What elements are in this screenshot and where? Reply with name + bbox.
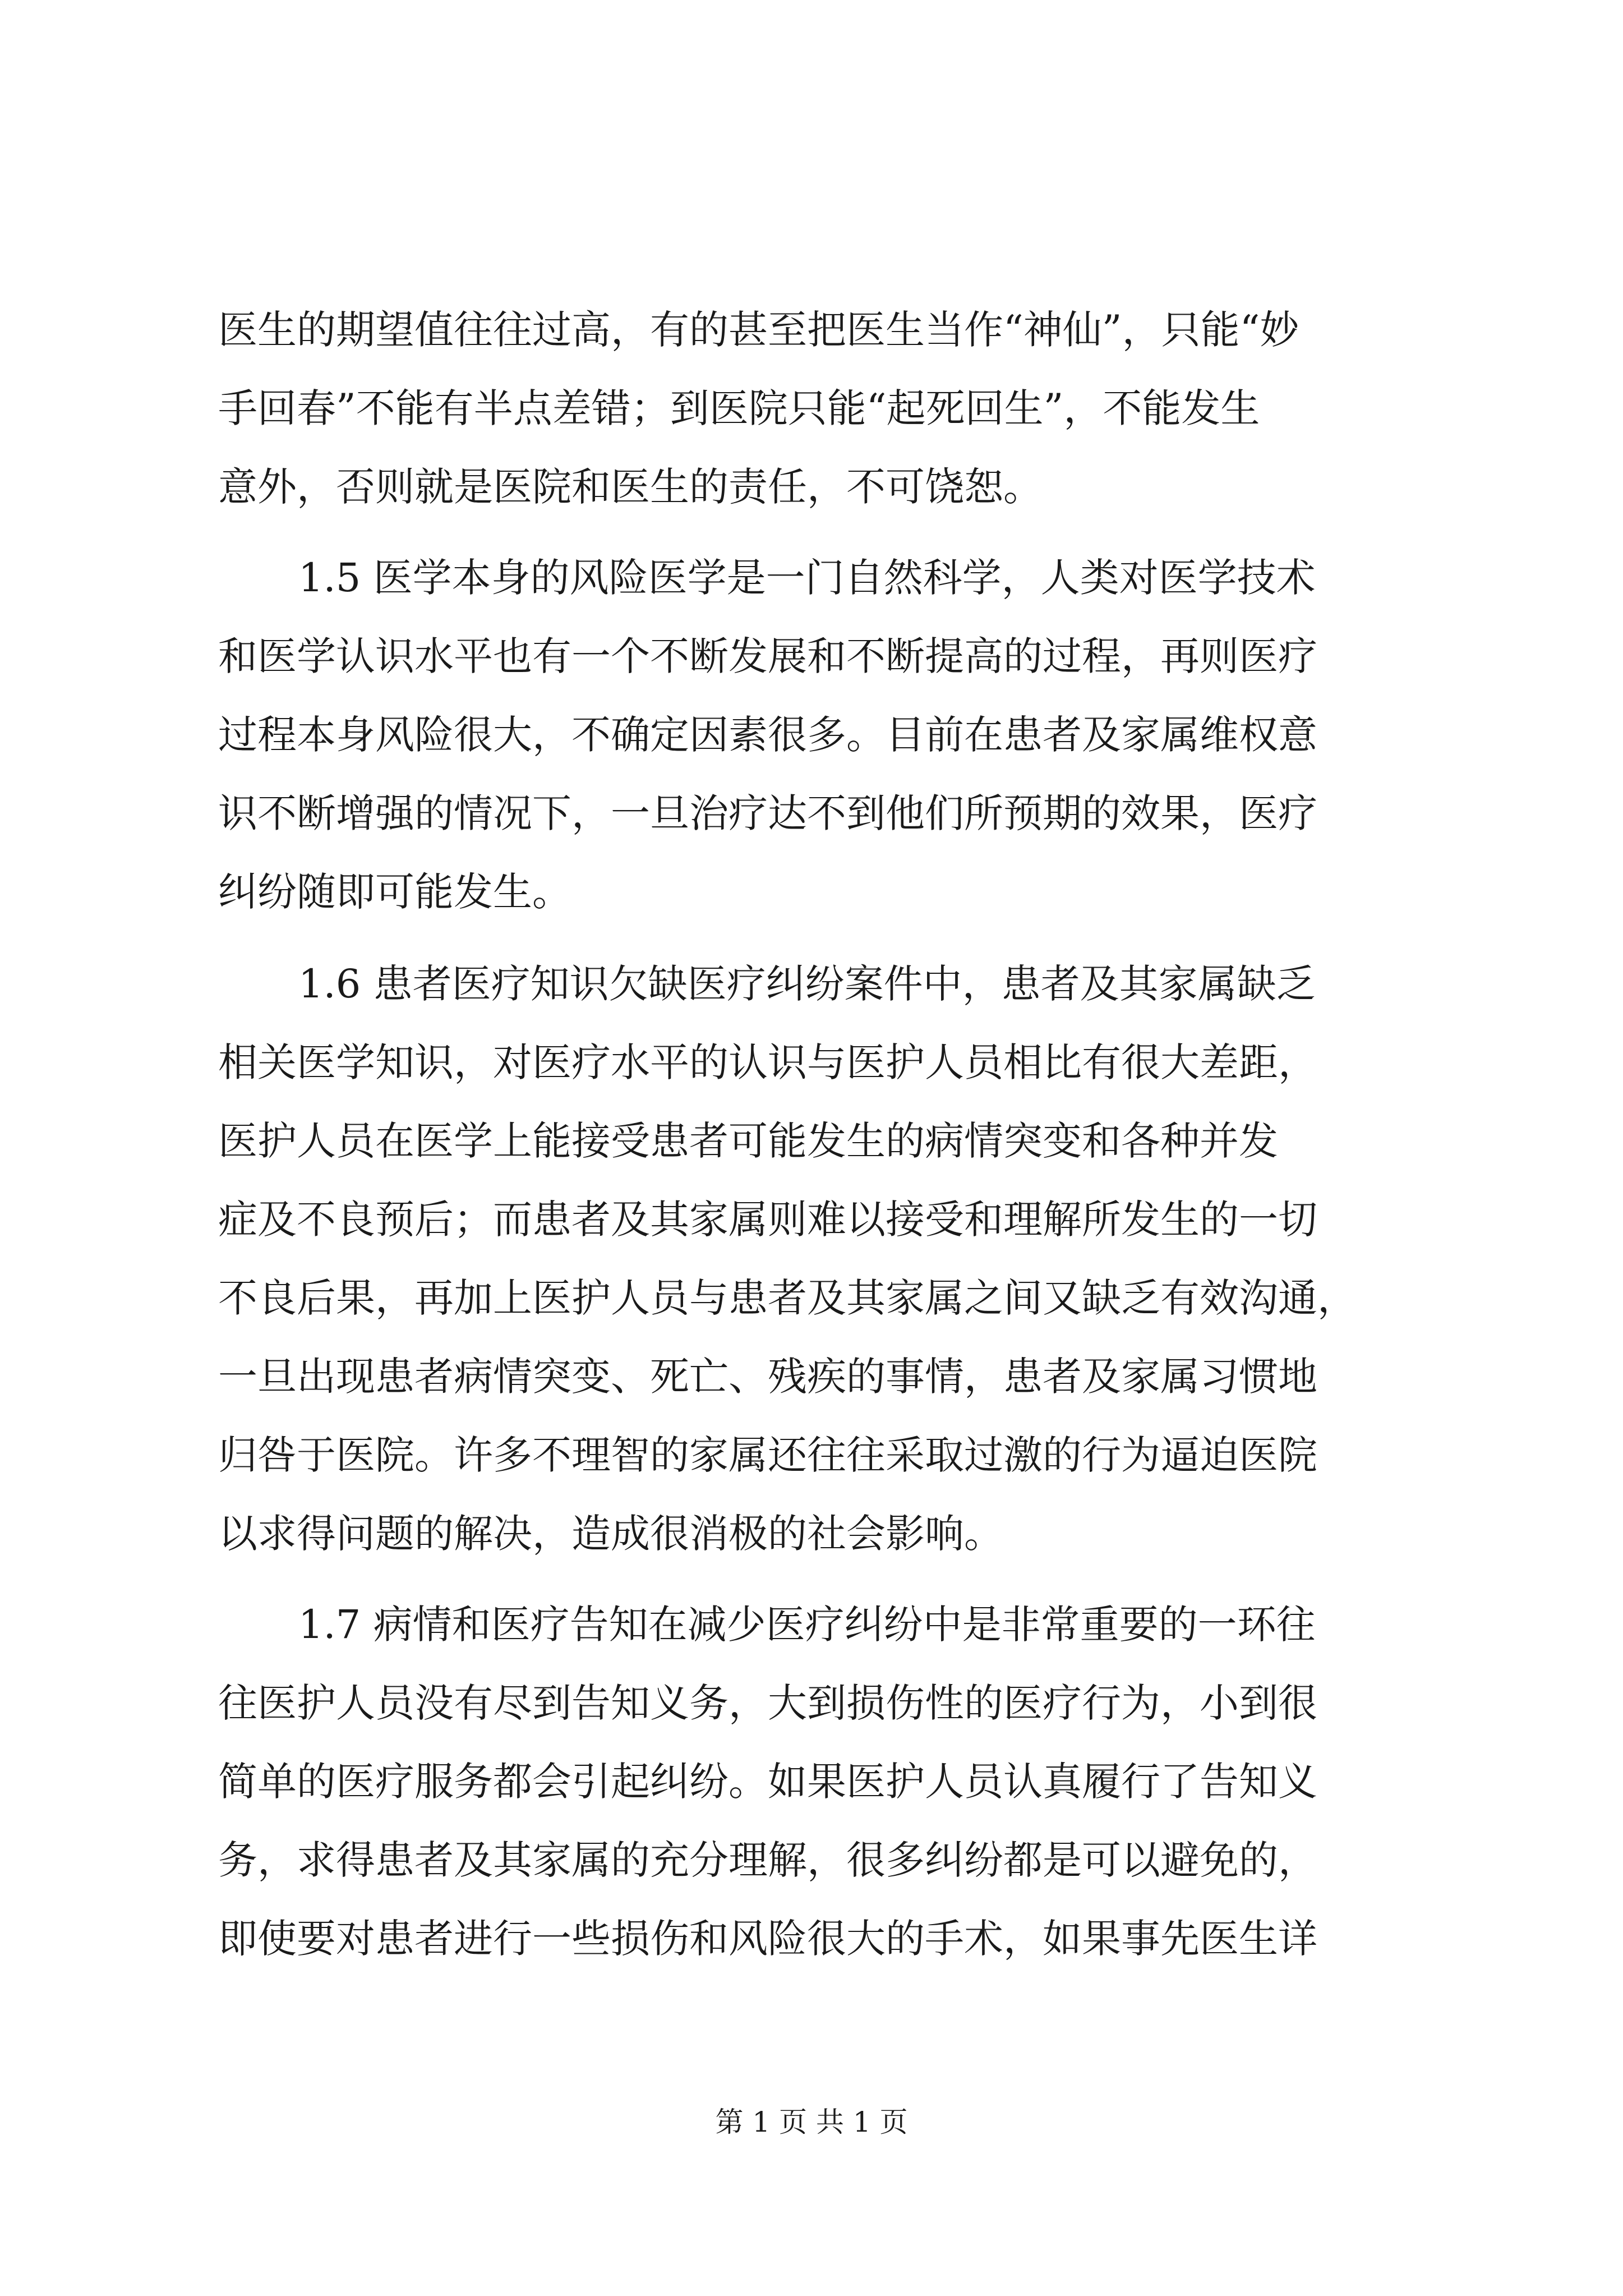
body-line: 意外，否则就是医院和医生的责任，不可饶恕。 bbox=[218, 464, 1043, 510]
body-line: 一旦出现患者病情突变、死亡、残疾的事情，患者及家属习惯地 bbox=[218, 1354, 1317, 1400]
body-line: 1.6 患者医疗知识欠缺医疗纠纷案件中，患者及其家属缺乏 bbox=[298, 961, 1316, 1007]
body-line: 务，求得患者及其家属的充分理解，很多纠纷都是可以避免的， bbox=[218, 1837, 1317, 1883]
body-line: 简单的医疗服务都会引起纠纷。如果医护人员认真履行了告知义 bbox=[218, 1759, 1317, 1805]
body-line: 手回春”不能有半点差错；到医院只能“起死回生”，不能发生 bbox=[218, 385, 1260, 431]
body-line: 以求得问题的解决，造成很消极的社会影响。 bbox=[218, 1511, 1003, 1557]
body-line: 1.5 医学本身的风险医学是一门自然科学，人类对医学技术 bbox=[298, 555, 1316, 601]
body-line: 相关医学知识，对医疗水平的认识与医护人员相比有很大差距， bbox=[218, 1039, 1317, 1085]
body-line: 往医护人员没有尽到告知义务，大到损伤性的医疗行为，小到很 bbox=[218, 1680, 1317, 1726]
body-line: 1.7 病情和医疗告知在减少医疗纠纷中是非常重要的一环往 bbox=[298, 1602, 1316, 1648]
body-line: 医护人员在医学上能接受患者可能发生的病情突变和各种并发 bbox=[218, 1118, 1278, 1164]
body-line: 症及不良预后；而患者及其家属则难以接受和理解所发生的一切 bbox=[218, 1197, 1317, 1243]
body-line: 归咎于医院。许多不理智的家属还往往采取过激的行为逼迫医院 bbox=[218, 1432, 1317, 1478]
body-line: 和医学认识水平也有一个不断发展和不断提高的过程，再则医疗 bbox=[218, 633, 1317, 679]
page-footer: 第 1 页 共 1 页 bbox=[715, 2106, 908, 2138]
body-line: 即使要对患者进行一些损伤和风险很大的手术，如果事先医生详 bbox=[218, 1916, 1317, 1962]
body-line: 纠纷随即可能发生。 bbox=[218, 869, 571, 915]
body-line: 识不断增强的情况下，一旦治疗达不到他们所预期的效果，医疗 bbox=[218, 790, 1317, 836]
body-line: 过程本身风险很大，不确定因素很多。目前在患者及家属维权意 bbox=[218, 712, 1317, 758]
body-line: 医生的期望值往往过高，有的甚至把医生当作“神仙”，只能“妙 bbox=[218, 307, 1299, 353]
body-line: 不良后果，再加上医护人员与患者及其家属之间又缺乏有效沟通， bbox=[218, 1275, 1357, 1321]
